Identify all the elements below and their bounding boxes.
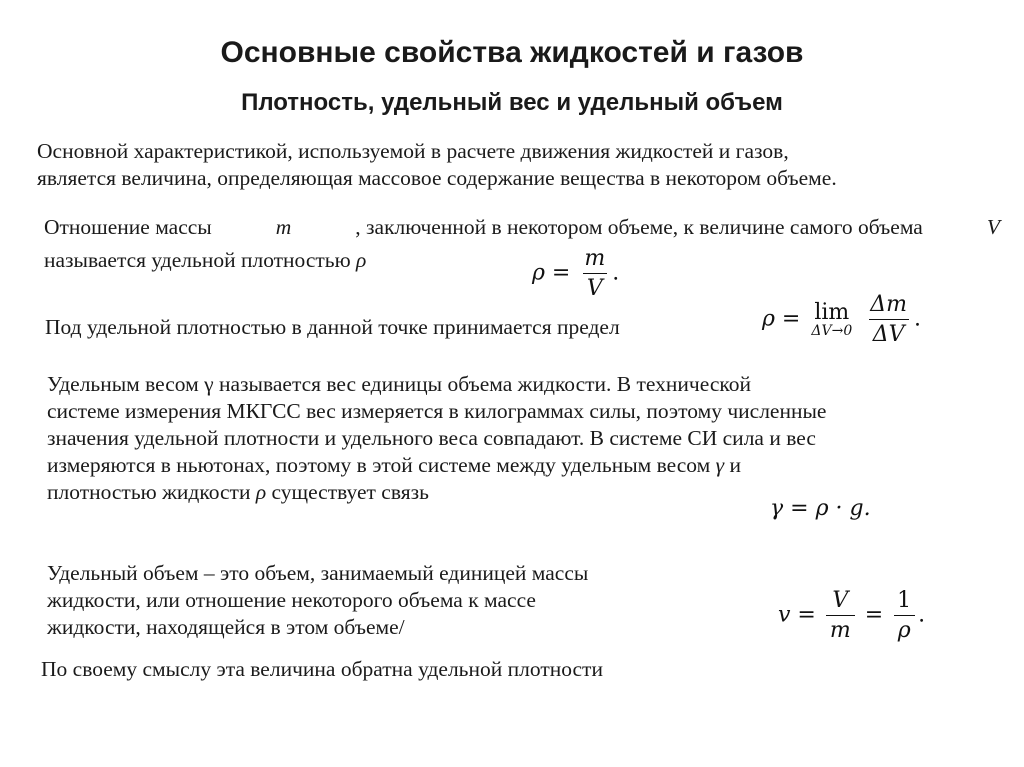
weight-line: Удельным весом γ называется вес единицы объема жидкости. В технической [47,372,751,396]
volume-line: жидкости, находящейся в этом объеме/ [47,615,405,639]
volume-symbol: V [986,215,1000,239]
denominator: V [583,273,607,301]
volume-line: жидкости, или отношение некоторого объема к массе [47,588,536,612]
rho-symbol: ρ [255,480,267,504]
intro-line: является величина, определяющая массовое содержание вещества в некотором объеме. [37,166,837,190]
fraction [866,292,911,347]
formula-density [532,246,619,301]
formula-lhs: v = [778,602,816,628]
weight-line: системе измерения МКГСС вес измеряется в килограммах силы, поэтому численные [47,399,827,423]
conclusion-text: По своему смыслу эта величина обратна удельной плотности [41,657,603,681]
weight-fragment: и [724,453,741,477]
weight-paragraph [47,371,826,506]
volume-line: Удельный объем – это объем, занимаемый единицей массы [47,561,589,585]
equals-sign: = [864,602,884,628]
weight-line [47,479,826,506]
weight-line: значения удельной плотности и удельного веса совпадают. В системе СИ сила и вес [47,426,816,450]
formula-period: . [918,602,926,628]
formula-weight: γ = ρ · g. [770,496,871,521]
density-definition [44,214,1000,274]
intro-line: Основной характеристикой, используемой в расчете движения жидкостей и газов, [37,139,789,163]
lim-subscript: ΔV→0 [811,323,853,339]
volume-paragraph [47,560,588,641]
formula-lhs: ρ = [762,306,801,332]
denominator: m [826,615,855,643]
denominator: ΔV [869,319,909,347]
density-def-fragment: , заключенной в некотором объеме, к величине самого объема [355,215,923,239]
intro-paragraph [37,138,837,192]
lim-word: lim [814,300,850,325]
point-density-text: Под удельной плотностью в данной точке принимается предел [45,315,620,339]
gamma-symbol: γ [715,453,725,477]
density-def-line-2 [44,247,1000,274]
fraction [826,588,855,643]
formula-lhs: ρ = [532,260,571,286]
numerator: m [584,246,606,271]
weight-line [47,452,826,479]
density-def-fragment: Отношение массы [44,215,212,239]
page-subtitle: Плотность, удельный вес и удельный объем [241,89,783,116]
numerator: V [832,588,849,613]
density-def-fragment: называется удельной плотностью [44,248,357,272]
fraction [580,246,609,301]
weight-fragment: существует связь [266,480,429,504]
numerator: 1 [897,588,912,613]
formula-period: . [913,306,921,332]
formula-period: . [612,260,620,286]
rho-symbol: ρ [356,248,367,272]
weight-fragment: измеряются в ньютонах, поэтому в этой системе между удельным весом [47,453,716,477]
numerator: Δm [870,292,907,317]
mass-symbol: m [275,215,292,239]
formula-limit [762,292,921,347]
page-title: Основные свойства жидкостей и газов [220,36,804,69]
limit-operator [811,300,852,339]
denominator: ρ [894,615,915,643]
formula-volume [778,588,925,643]
density-def-line-1 [44,214,1000,241]
fraction [893,588,915,643]
weight-fragment: плотностью жидкости [47,480,256,504]
